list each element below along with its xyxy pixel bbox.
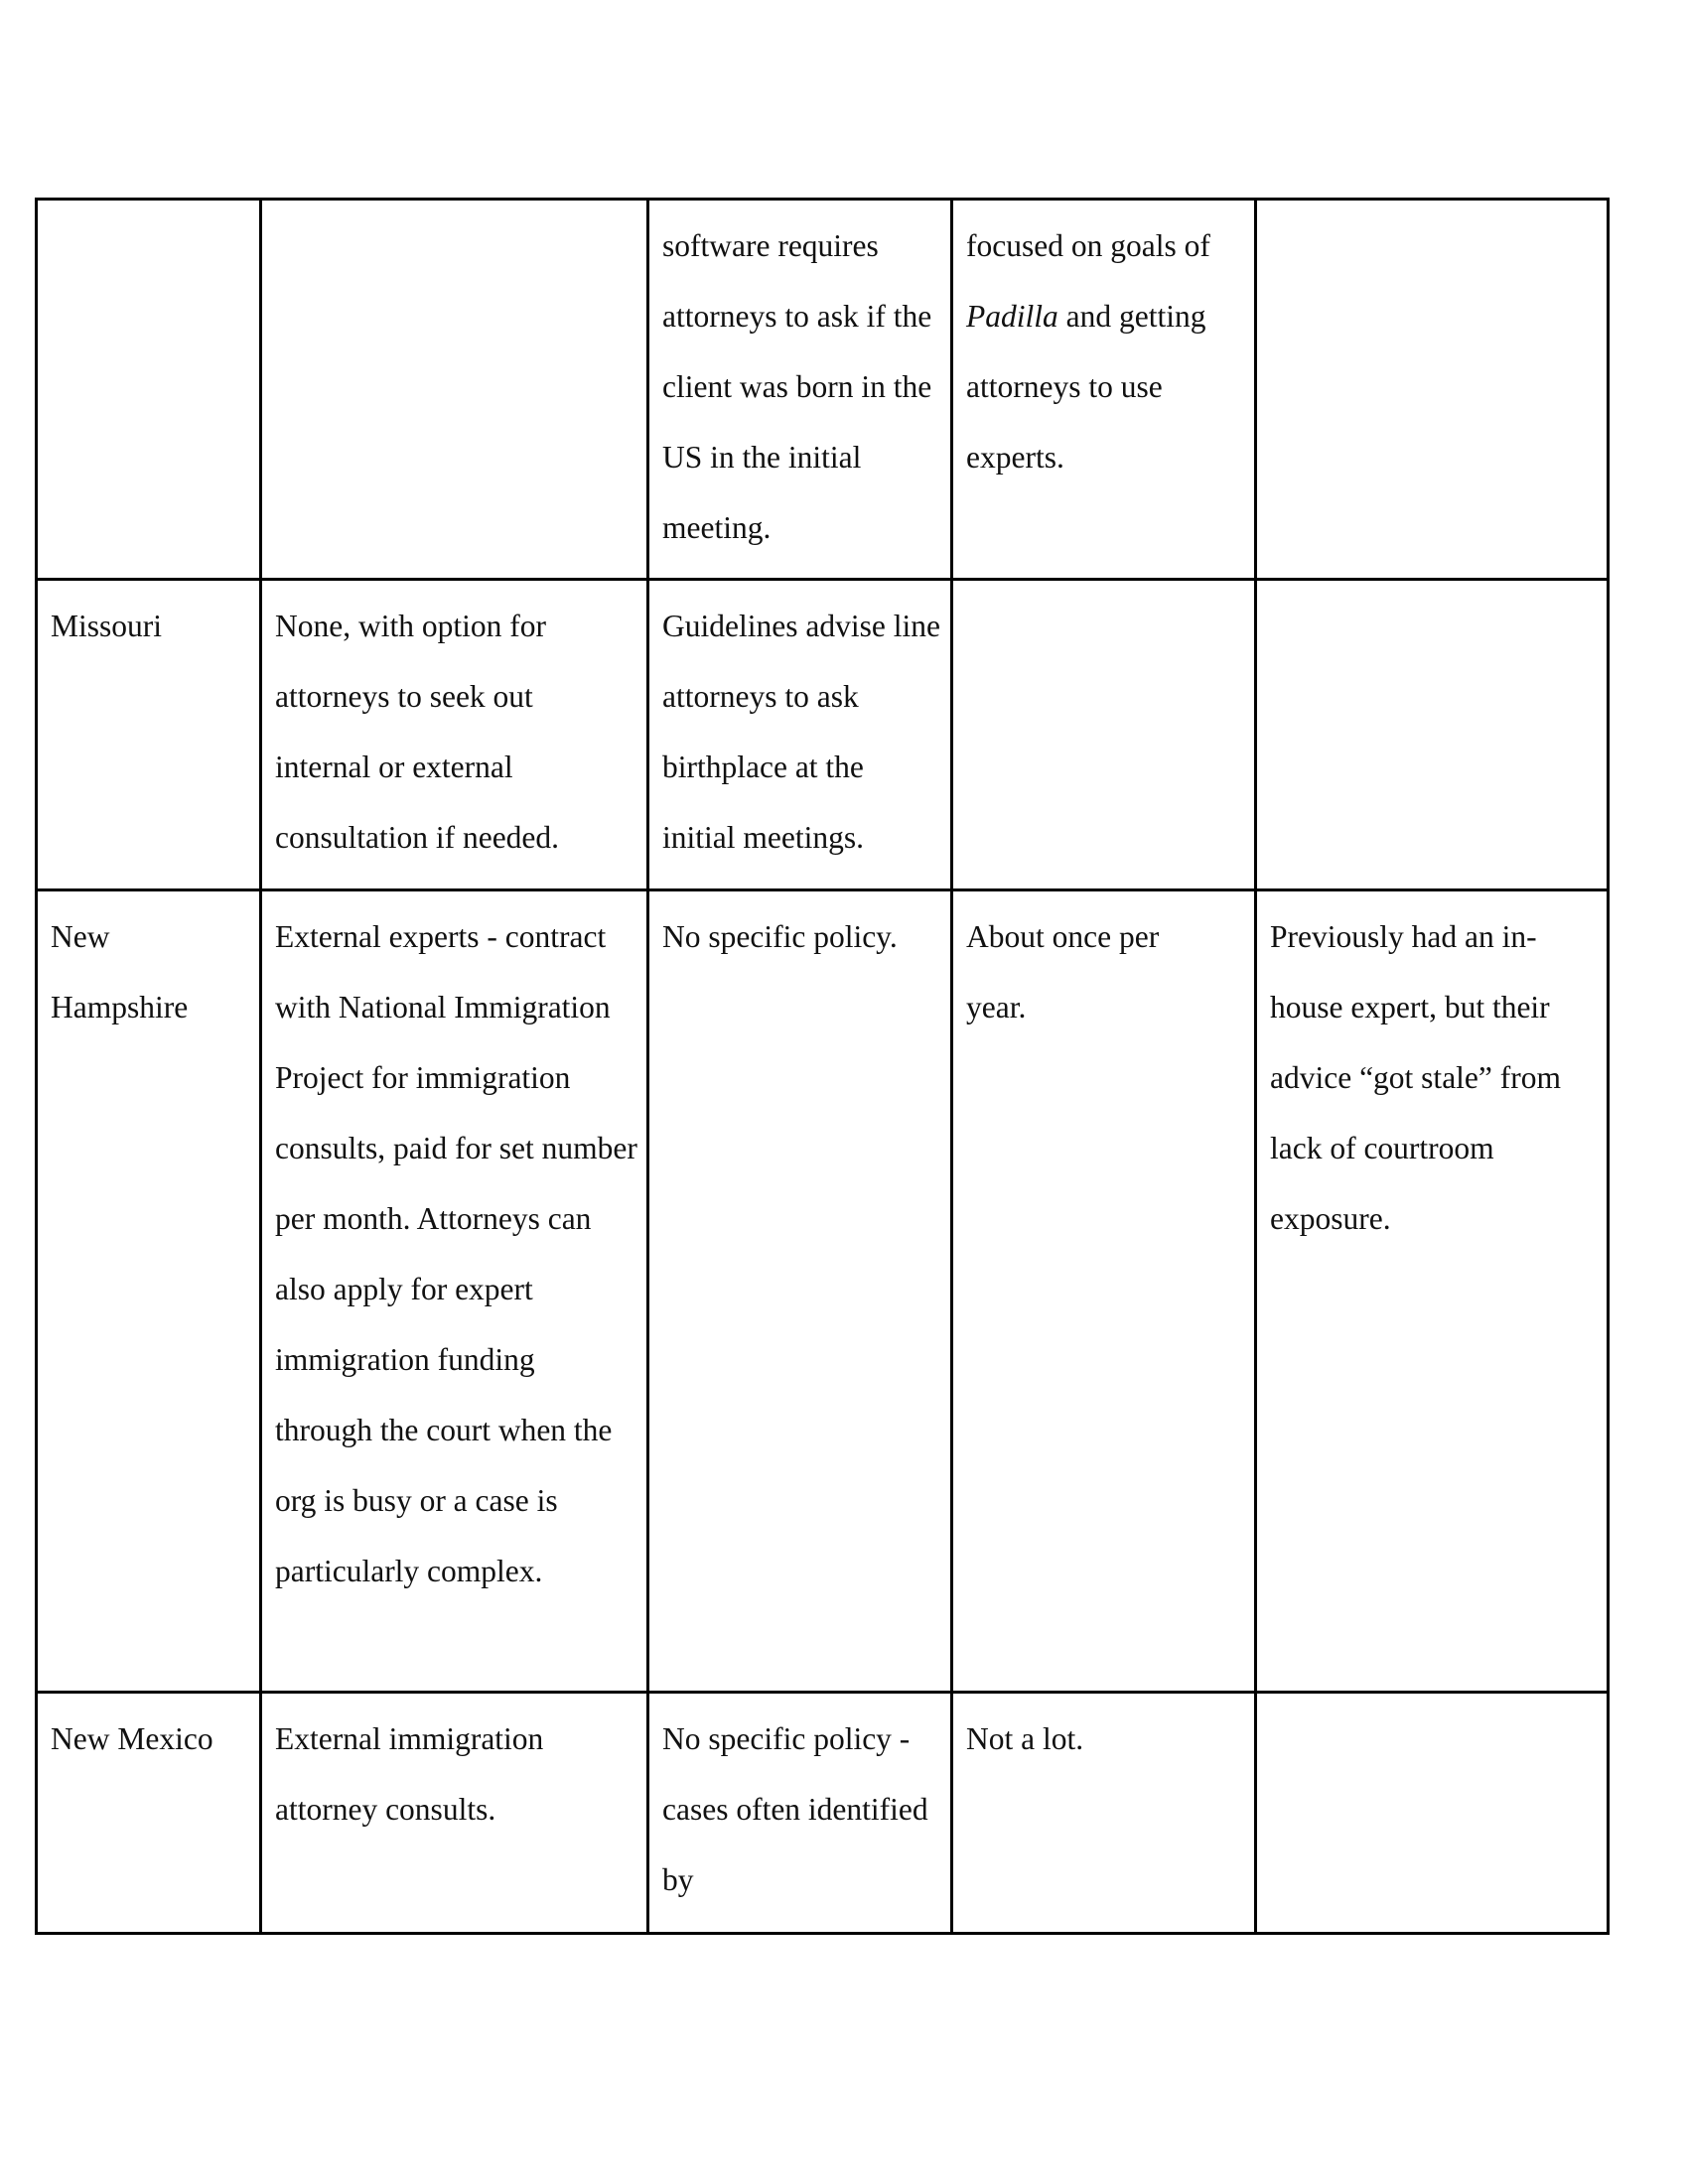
table-row [37,890,1609,1693]
state-cell: Missouri [37,580,261,890]
table-row [37,580,1609,890]
frequency-text: focused on goals of Padilla and getting attorneys to use experts. [966,228,1210,475]
table-row [37,1693,1609,1934]
notes-cell [1256,580,1609,890]
comparison-table [35,198,1610,1935]
frequency-cell [952,200,1256,580]
expert-type-cell: External immigration attorney consults. [261,1693,648,1934]
policy-cell: Guidelines advise line attorneys to ask birthplace at the initial meetings. [648,580,952,890]
policy-cell: No specific policy - cases often identified by [648,1693,952,1934]
state-cell: New Mexico [37,1693,261,1934]
policy-cell: software requires attorneys to ask if the client was born in the US in the initial meeting. [648,200,952,580]
state-cell [37,200,261,580]
notes-cell [1256,1693,1609,1934]
state-cell: New Hampshire [37,890,261,1693]
frequency-cell: Not a lot. [952,1693,1256,1934]
expert-type-cell: None, with option for attorneys to seek out internal or external consultation if needed. [261,580,648,890]
case-name-italic: Padilla [966,299,1058,334]
expert-type-cell [261,200,648,580]
notes-cell [1256,200,1609,580]
frequency-cell: About once per year. [952,890,1256,1693]
frequency-cell [952,580,1256,890]
expert-type-cell: External experts - contract with National Immigration Project for immigration consults, paid for set number per month. Attorneys can also apply for expert immigration funding through the court when the org is busy or a case is particularly complex. [261,890,648,1693]
table-row [37,200,1609,580]
policy-cell: No specific policy. [648,890,952,1693]
notes-cell: Previously had an in-house expert, but their advice “got stale” from lack of courtroom exposure. [1256,890,1609,1693]
